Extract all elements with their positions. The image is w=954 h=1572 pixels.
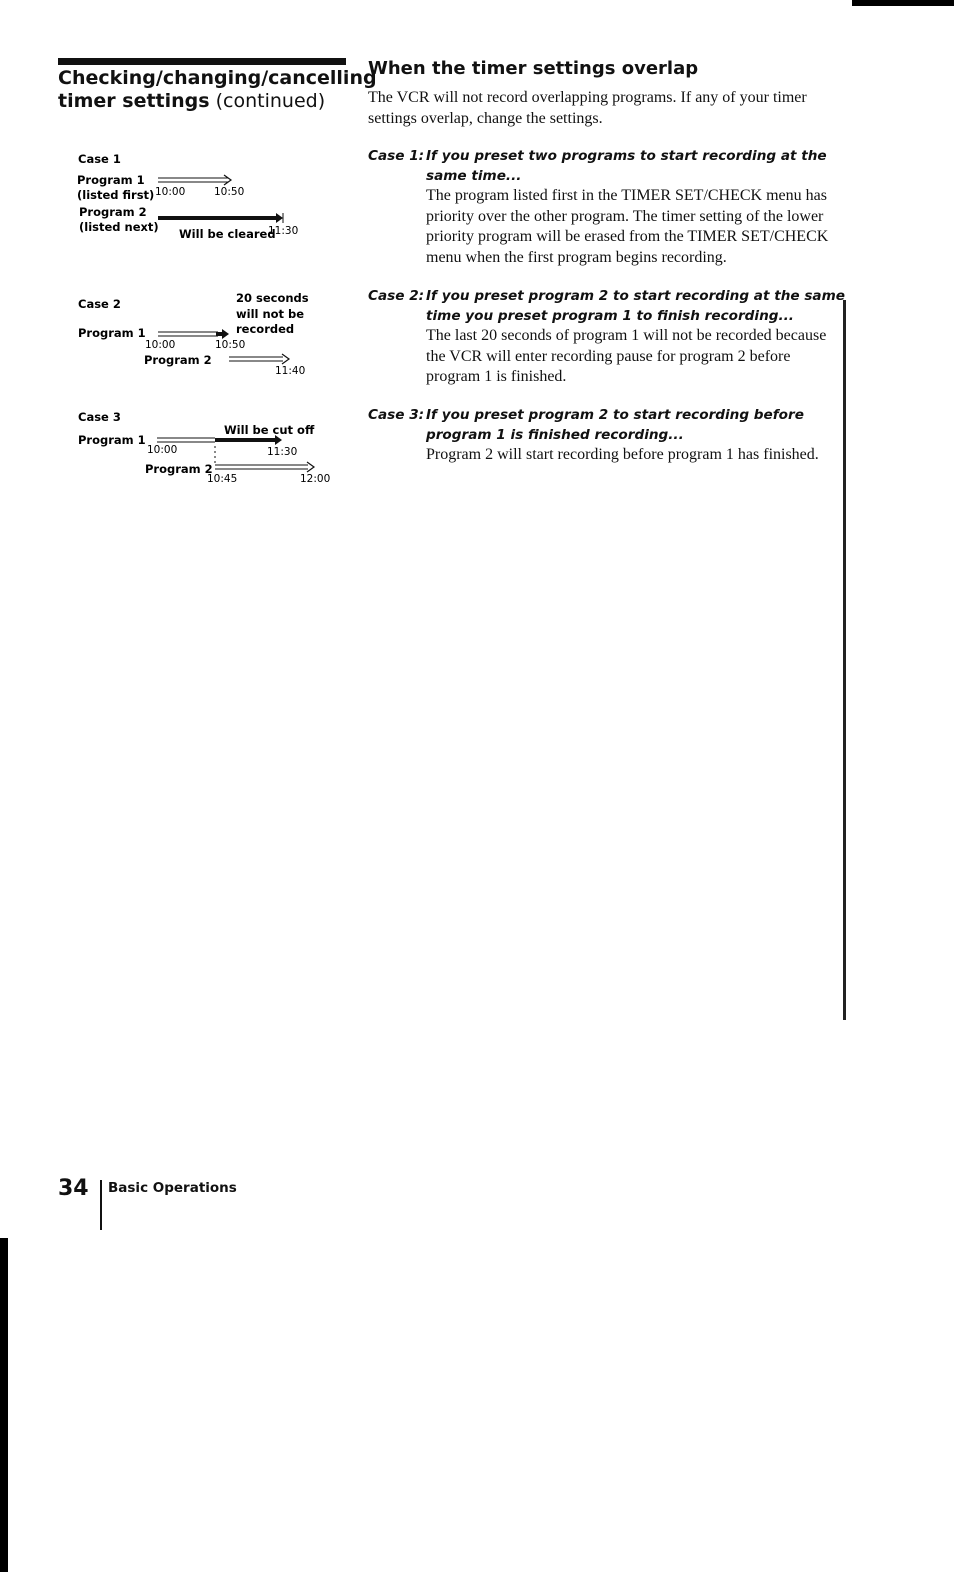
case-1-label: Case 1: bbox=[368, 148, 425, 164]
footer-section: Basic Operations bbox=[108, 1180, 237, 1196]
case3-time-program2-end: 12:00 bbox=[300, 473, 331, 485]
section-heading-continued: (continued) bbox=[215, 90, 326, 112]
timer-diagrams bbox=[0, 0, 360, 500]
scan-corner-mark bbox=[852, 0, 954, 6]
case-1-block bbox=[368, 146, 846, 268]
case1-bar-program1 bbox=[158, 175, 231, 185]
case3-note: Will be cut off bbox=[224, 423, 315, 437]
case2-note-line2: will not be bbox=[236, 307, 305, 321]
case1-program2-sub: (listed next) bbox=[79, 220, 159, 234]
case-3-body: Program 2 will start recording before program 1 has finished. bbox=[426, 446, 819, 463]
case-2-title: If you preset program 2 to start recording at the same time you preset program 1 to finish recording... bbox=[426, 288, 845, 324]
page-title: When the timer settings overlap bbox=[368, 58, 699, 79]
case3-program2: Program 2 bbox=[145, 462, 213, 476]
case3-bar-program2 bbox=[215, 462, 314, 472]
case3-time-program2-start: 10:45 bbox=[207, 473, 238, 485]
case2-time-program2-end: 11:40 bbox=[275, 365, 306, 377]
case-1-title: If you preset two programs to start recording at the same time... bbox=[426, 148, 827, 184]
case1-note: Will be cleared bbox=[179, 227, 276, 241]
case1-title: Case 1 bbox=[78, 152, 121, 166]
case2-title: Case 2 bbox=[78, 297, 121, 311]
case2-time-start: 10:00 bbox=[145, 339, 176, 351]
page-number: 34 bbox=[58, 1176, 89, 1201]
case2-program2: Program 2 bbox=[144, 353, 212, 367]
case2-note-line1: 20 seconds bbox=[236, 291, 309, 305]
case2-note-line3: recorded bbox=[236, 322, 295, 336]
case2-bar-program1 bbox=[158, 329, 229, 339]
case2-bar-program2 bbox=[229, 354, 289, 364]
case3-title: Case 3 bbox=[78, 410, 121, 424]
case3-time-start: 10:00 bbox=[147, 444, 178, 456]
case3-time-end: 11:30 bbox=[267, 446, 298, 458]
case1-program1-sub: (listed first) bbox=[77, 188, 155, 202]
case-3-title: If you preset program 2 to start recording before program 1 is finished recording... bbox=[426, 407, 804, 443]
footer-divider bbox=[100, 1180, 102, 1230]
case-2-label: Case 2: bbox=[368, 288, 425, 304]
case-2-block bbox=[368, 286, 846, 388]
scan-edge-left bbox=[0, 1238, 8, 1572]
case-1-body: The program listed first in the TIMER SET/CHECK menu has priority over the other program. The timer setting of the lower priority program will be erased from the TIMER SET/CHECK menu when the first program begins recording. bbox=[426, 187, 829, 266]
section-heading-bold: Checking/changing/cancelling timer settings bbox=[58, 67, 377, 112]
case1-time-end: 10:50 bbox=[214, 186, 245, 198]
intro-paragraph: The VCR will not record overlapping programs. If any of your timer settings overlap, change the settings. bbox=[368, 89, 807, 127]
case-2-body: The last 20 seconds of program 1 will not be recorded because the VCR will enter recording pause for program 2 before program 1 is finished. bbox=[426, 327, 827, 385]
case1-time-cleared: 11:30 bbox=[268, 225, 299, 237]
case2-time-end: 10:50 bbox=[215, 339, 246, 351]
case1-time-start: 10:00 bbox=[155, 186, 186, 198]
case1-bar-program2 bbox=[158, 213, 283, 223]
case-3-block bbox=[368, 405, 846, 466]
case-3-label: Case 3: bbox=[368, 407, 425, 423]
case3-program1: Program 1 bbox=[78, 433, 146, 447]
case1-program2: Program 2 bbox=[79, 205, 147, 219]
case1-program1: Program 1 bbox=[77, 173, 145, 187]
case2-program1: Program 1 bbox=[78, 326, 146, 340]
